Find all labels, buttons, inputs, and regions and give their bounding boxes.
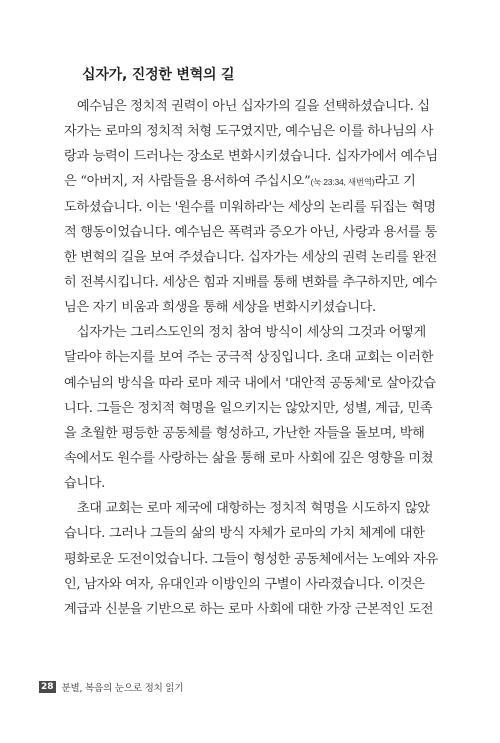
text-line: 습니다. 그러나 그들의 삶의 방식 자체가 로마의 가치 체계에 대한: [64, 526, 425, 542]
text-line: 계급과 신분을 기반으로 하는 로마 사회에 대한 가장 근본적인 도전: [64, 601, 434, 617]
text-line: 도하셨습니다. 이는 '원수를 미워하라'는 세상의 논리를 뒤집는 혁명: [64, 199, 436, 215]
section-heading: 십자가, 진정한 변혁의 길: [82, 67, 235, 83]
text-line: 달라야 하는지를 보여 주는 궁극적 상징입니다. 초대 교회는 이러한: [64, 350, 434, 366]
text-line: 인, 남자와 여자, 유대인과 이방인의 구별이 사라졌습니다. 이것은: [64, 576, 425, 592]
text-line: [64, 169, 444, 194]
text-line: 랑과 능력이 드러나는 장소로 변화시키셨습니다. 십자가에서 예수님: [64, 149, 438, 165]
running-title: 분별, 복음의 눈으로 정치 읽기: [61, 683, 184, 694]
text-line: 속에서도 원수를 사랑하는 삶을 통해 로마 사회에 깊은 영향을 미쳤: [64, 450, 434, 466]
text-line: 습니다.: [64, 476, 106, 492]
text-line: 예수님은 정치적 권력이 아닌 십자가의 길을 선택하셨습니다. 십: [64, 99, 430, 114]
page-footer: [39, 680, 183, 694]
text-line: 예수님의 방식을 따라 로마 제국 내에서 '대안적 공동체'로 살아갔습: [64, 375, 436, 391]
text-line: 적 행동이었습니다. 예수님은 폭력과 증오가 아닌, 사랑과 용서를 통: [64, 224, 437, 240]
quote-text: 은 “아버지, 저 사람들을 용서하여 주십시오”: [64, 174, 311, 190]
text-line: 십자가는 그리스도인의 정치 참여 방식이 세상의 그것과 어떻게: [64, 325, 426, 341]
text-line: 히 전복시킵니다. 세상은 힘과 지배를 통해 변화를 추구하지만, 예수: [64, 274, 437, 290]
text-line: 평화로운 도전이었습니다. 그들이 형성한 공동체에서는 노예와 자유: [64, 551, 438, 567]
body-text: [64, 94, 444, 622]
text-line: 을 초월한 평등한 공동체를 형성하고, 가난한 자들을 돌보며, 박해: [64, 425, 425, 441]
page-number: 28: [41, 682, 54, 692]
text-line: 님은 자기 비움과 희생을 통해 세상을 변화시키셨습니다.: [64, 300, 376, 316]
text-line: 자가는 로마의 정치적 처형 도구였지만, 예수님은 이를 하나님의 사: [64, 124, 434, 140]
text-line: 한 변혁의 길을 보여 주셨습니다. 십자가는 세상의 권력 논리를 완전: [64, 249, 437, 265]
text-line: 니다. 그들은 정치적 혁명을 일으키지는 않았지만, 성별, 계급, 민족: [64, 400, 433, 416]
quote-tail: 라고 기: [374, 174, 416, 190]
scripture-citation: (눅 23:34, 새번역): [310, 177, 375, 188]
text-line: 초대 교회는 로마 제국에 대항하는 정치적 혁명을 시도하지 않았: [64, 501, 430, 517]
